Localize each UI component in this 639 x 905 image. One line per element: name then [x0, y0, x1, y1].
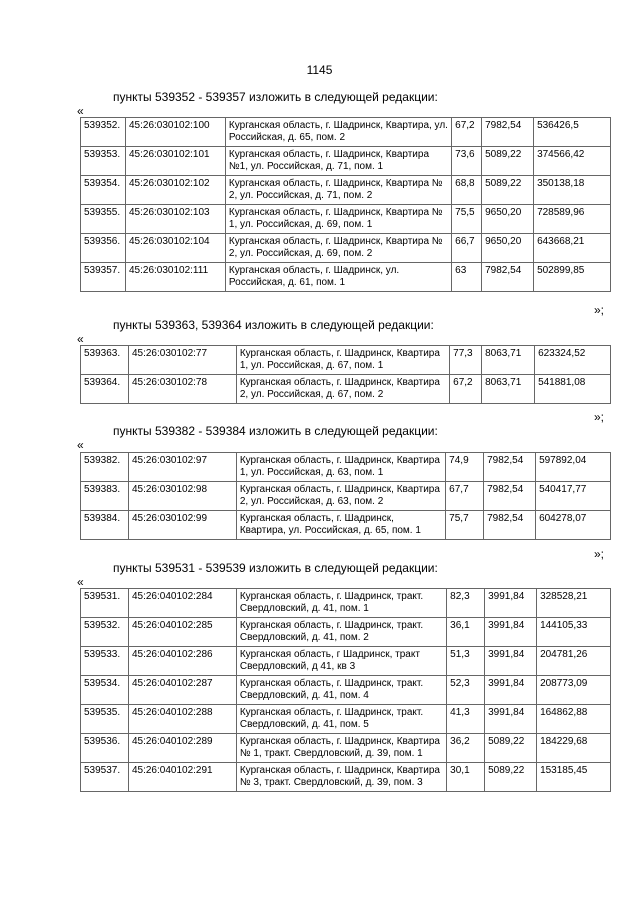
cell-area: 36,1 [447, 618, 485, 647]
section-intro-3: пункты 539382 - 539384 изложить в следующей редакции: [113, 424, 438, 438]
cell-rate: 7982,54 [482, 263, 534, 292]
cell-area: 51,3 [447, 647, 485, 676]
cell-area: 74,9 [446, 453, 484, 482]
table-3 [80, 452, 611, 540]
cell-area: 82,3 [447, 589, 485, 618]
cell-area: 68,8 [452, 176, 482, 205]
cell-cadastral-number: 45:26:040102:285 [128, 618, 236, 647]
cell-rate: 7982,54 [484, 511, 536, 540]
cell-area: 75,7 [446, 511, 484, 540]
table-row [81, 118, 611, 147]
cell-value: 540417,77 [536, 482, 611, 511]
cell-cadastral-number: 45:26:040102:286 [128, 647, 236, 676]
cell-area: 63 [452, 263, 482, 292]
cell-address: Курганская область, г. Шадринск, тракт. Свердловский, д. 41, пом. 4 [236, 676, 446, 705]
cell-address: Курганская область, г. Шадринск, Квартира № 1, тракт. Свердловский, д. 39, пом. 1 [236, 734, 446, 763]
cell-rate: 8063,71 [482, 346, 535, 375]
table-row [81, 589, 611, 618]
cell-address: Курганская область, г. Шадринск, Квартира № 1, ул. Российская, д. 69, пом. 1 [225, 205, 451, 234]
cell-cadastral-number: 45:26:030102:101 [125, 147, 225, 176]
cell-rate: 8063,71 [482, 375, 535, 404]
cell-address: Курганская область, г. Шадринск, Квартира 1, ул. Российская, д. 63, пом. 1 [236, 453, 445, 482]
cell-rate: 5089,22 [485, 763, 537, 792]
section-intro-1: пункты 539352 - 539357 изложить в следующей редакции: [113, 90, 438, 104]
cell-item-number: 539536. [81, 734, 129, 763]
cell-address: Курганская область, г. Шадринск, Квартира №1, ул. Российская, д. 71, пом. 1 [225, 147, 451, 176]
table-row [81, 734, 611, 763]
table-row [81, 453, 611, 482]
cell-item-number: 539383. [81, 482, 129, 511]
cell-cadastral-number: 45:26:030102:99 [128, 511, 236, 540]
cell-area: 66,7 [452, 234, 482, 263]
cell-cadastral-number: 45:26:030102:98 [128, 482, 236, 511]
table-row [81, 482, 611, 511]
cell-item-number: 539363. [81, 346, 129, 375]
table-row [81, 234, 611, 263]
cell-address: Курганская область, г. Шадринск, Квартира 2, ул. Российская, д. 67, пом. 2 [236, 375, 449, 404]
table-row [81, 618, 611, 647]
cell-rate: 7982,54 [482, 118, 534, 147]
cell-cadastral-number: 45:26:030102:78 [128, 375, 236, 404]
cell-area: 52,3 [447, 676, 485, 705]
table-row [81, 176, 611, 205]
cell-value: 643668,21 [534, 234, 611, 263]
cell-address: Курганская область, г. Шадринск, тракт. Свердловский, д. 41, пом. 2 [236, 618, 446, 647]
cell-address: Курганская область, г. Шадринск, ул. Российская, д. 61, пом. 1 [225, 263, 451, 292]
cell-item-number: 539531. [81, 589, 129, 618]
open-quote-3: « [77, 438, 84, 452]
cell-item-number: 539356. [81, 234, 126, 263]
cell-area: 67,2 [452, 118, 482, 147]
cell-item-number: 539382. [81, 453, 129, 482]
cell-rate: 9650,20 [482, 205, 534, 234]
cell-item-number: 539353. [81, 147, 126, 176]
cell-value: 502899,85 [534, 263, 611, 292]
table-2 [80, 345, 611, 404]
table-row [81, 263, 611, 292]
table-4 [80, 588, 611, 792]
cell-rate: 3991,84 [485, 589, 537, 618]
cell-value: 541881,08 [535, 375, 611, 404]
cell-cadastral-number: 45:26:030102:103 [125, 205, 225, 234]
cell-rate: 5089,22 [482, 147, 534, 176]
cell-cadastral-number: 45:26:040102:289 [128, 734, 236, 763]
cell-item-number: 539537. [81, 763, 129, 792]
cell-value: 328528,21 [537, 589, 611, 618]
cell-rate: 3991,84 [485, 676, 537, 705]
cell-cadastral-number: 45:26:040102:291 [128, 763, 236, 792]
cell-value: 597892,04 [536, 453, 611, 482]
cell-value: 350138,18 [534, 176, 611, 205]
cell-rate: 3991,84 [485, 705, 537, 734]
cell-value: 208773,09 [537, 676, 611, 705]
table-row [81, 147, 611, 176]
cell-item-number: 539357. [81, 263, 126, 292]
cell-address: Курганская область, г. Шадринск, Квартира 2, ул. Российская, д. 63, пом. 2 [236, 482, 445, 511]
cell-address: Курганская область, г. Шадринск, тракт. Свердловский, д. 41, пом. 5 [236, 705, 446, 734]
cell-cadastral-number: 45:26:040102:284 [128, 589, 236, 618]
cell-address: Курганская область, г Шадринск, тракт Свердловский, д 41, кв 3 [236, 647, 446, 676]
cell-cadastral-number: 45:26:030102:97 [128, 453, 236, 482]
cell-item-number: 539354. [81, 176, 126, 205]
open-quote-4: « [77, 575, 84, 589]
cell-area: 67,7 [446, 482, 484, 511]
table-row [81, 511, 611, 540]
section-intro-4: пункты 539531 - 539539 изложить в следующей редакции: [113, 561, 438, 575]
table-row [81, 346, 611, 375]
cell-cadastral-number: 45:26:030102:100 [125, 118, 225, 147]
cell-rate: 5089,22 [482, 176, 534, 205]
table-row [81, 375, 611, 404]
cell-area: 36,2 [447, 734, 485, 763]
table-row [81, 705, 611, 734]
cell-rate: 7982,54 [484, 453, 536, 482]
cell-value: 728589,96 [534, 205, 611, 234]
cell-item-number: 539384. [81, 511, 129, 540]
cell-rate: 5089,22 [485, 734, 537, 763]
cell-cadastral-number: 45:26:040102:288 [128, 705, 236, 734]
cell-area: 77,3 [450, 346, 482, 375]
close-quote-1: »; [594, 303, 605, 317]
cell-value: 623324,52 [535, 346, 611, 375]
cell-area: 75,5 [452, 205, 482, 234]
cell-rate: 3991,84 [485, 647, 537, 676]
cell-address: Курганская область, г. Шадринск, Квартира № 2, ул. Российская, д. 71, пом. 2 [225, 176, 451, 205]
table-1 [80, 117, 611, 292]
cell-item-number: 539535. [81, 705, 129, 734]
cell-address: Курганская область, г. Шадринск, Квартира № 3, тракт. Свердловский, д. 39, пом. 3 [236, 763, 446, 792]
cell-item-number: 539355. [81, 205, 126, 234]
close-quote-2: »; [594, 410, 605, 424]
cell-item-number: 539352. [81, 118, 126, 147]
cell-cadastral-number: 45:26:030102:77 [128, 346, 236, 375]
cell-area: 41,3 [447, 705, 485, 734]
section-intro-2: пункты 539363, 539364 изложить в следующей редакции: [113, 318, 434, 332]
open-quote-2: « [77, 332, 84, 346]
open-quote-1: « [77, 104, 84, 118]
cell-rate: 9650,20 [482, 234, 534, 263]
cell-cadastral-number: 45:26:040102:287 [128, 676, 236, 705]
table-row [81, 676, 611, 705]
cell-address: Курганская область, г. Шадринск, Квартира 1, ул. Российская, д. 67, пом. 1 [236, 346, 449, 375]
table-row [81, 647, 611, 676]
cell-value: 164862,88 [537, 705, 611, 734]
cell-item-number: 539534. [81, 676, 129, 705]
cell-value: 144105,33 [537, 618, 611, 647]
cell-address: Курганская область, г. Шадринск, Квартира, ул. Российская, д. 65, пом. 2 [225, 118, 451, 147]
cell-address: Курганская область, г. Шадринск, Квартира № 2, ул. Российская, д. 69, пом. 2 [225, 234, 451, 263]
cell-cadastral-number: 45:26:030102:104 [125, 234, 225, 263]
cell-cadastral-number: 45:26:030102:102 [125, 176, 225, 205]
cell-value: 204781,26 [537, 647, 611, 676]
table-row [81, 763, 611, 792]
cell-value: 374566,42 [534, 147, 611, 176]
cell-area: 73,6 [452, 147, 482, 176]
cell-item-number: 539364. [81, 375, 129, 404]
cell-item-number: 539532. [81, 618, 129, 647]
cell-value: 153185,45 [537, 763, 611, 792]
close-quote-3: »; [594, 547, 605, 561]
cell-value: 604278,07 [536, 511, 611, 540]
cell-rate: 7982,54 [484, 482, 536, 511]
cell-value: 536426,5 [534, 118, 611, 147]
cell-address: Курганская область, г. Шадринск, тракт. Свердловский, д. 41, пом. 1 [236, 589, 446, 618]
cell-item-number: 539533. [81, 647, 129, 676]
cell-value: 184229,68 [537, 734, 611, 763]
cell-area: 30,1 [447, 763, 485, 792]
page-number: 1145 [306, 63, 333, 77]
cell-area: 67,2 [450, 375, 482, 404]
cell-address: Курганская область, г. Шадринск, Квартира, ул. Российская, д. 65, пом. 1 [236, 511, 445, 540]
cell-rate: 3991,84 [485, 618, 537, 647]
table-row [81, 205, 611, 234]
cell-cadastral-number: 45:26:030102:111 [125, 263, 225, 292]
